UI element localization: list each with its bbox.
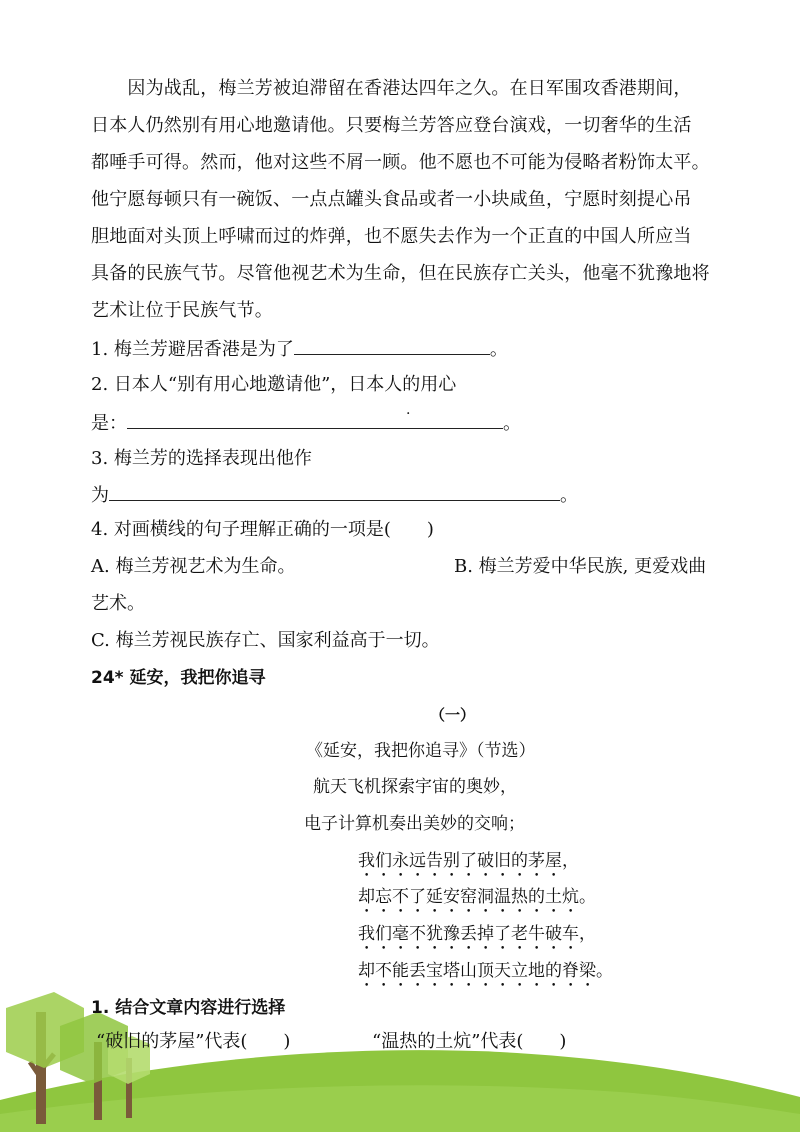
question-3: 3. 梅兰芳的选择表现出他作 xyxy=(91,448,312,469)
question-1-end: 。 xyxy=(489,339,508,360)
question-2-end: 。 xyxy=(503,413,521,434)
answer-blank-2[interactable] xyxy=(127,410,503,429)
passage-line: 具备的民族气节。尽管他视艺术为生命，但在民族存亡关头，他毫不犹豫地将 xyxy=(91,263,710,284)
passage-line: 因为战乱，梅兰芳被迫滞留在香港达四年之久。在日军围攻香港期间， xyxy=(91,78,692,99)
poem-line: 却忘不了延安窑洞温热的土炕。 xyxy=(358,887,596,907)
answer-blank-1[interactable] xyxy=(294,336,490,355)
passage-line: 他宁愿每顿只有一碗饭、一点点罐头食品或者一小块咸鱼，宁愿时刻提心吊 xyxy=(91,189,692,210)
question-3-end: 。 xyxy=(560,485,578,506)
question-2-prefix: 是： xyxy=(91,413,127,434)
poem-line: 航天飞机探索宇宙的奥妙， xyxy=(313,777,517,797)
question-2: 2. 日本人“别有用心地邀请他”，日本人的用心 xyxy=(91,374,457,395)
option-a[interactable]: A. 梅兰芳视艺术为生命。 xyxy=(91,556,296,577)
blank-mark: . xyxy=(406,402,411,418)
passage-line: 日本人仍然别有用心地邀请他。只要梅兰芳答应登台演戏，一切奢华的生活 xyxy=(91,115,692,136)
poem-line: 电子计算机奏出美妙的交响； xyxy=(304,814,525,834)
question-1 xyxy=(91,336,508,362)
poem-line: 我们毫不犹豫丢掉了老牛破车， xyxy=(358,924,596,944)
question-2-answer-line xyxy=(91,410,521,436)
exercise-item-a[interactable]: “破旧的茅屋”代表( ) xyxy=(96,1031,291,1052)
option-c[interactable]: C. 梅兰芳视民族存亡、国家利益高于一切。 xyxy=(91,630,440,651)
question-4: 4. 对画横线的句子理解正确的一项是( ) xyxy=(91,519,434,540)
exercise-item-b[interactable]: “温热的土炕”代表( ) xyxy=(372,1031,567,1052)
option-b-continued: 艺术。 xyxy=(91,593,145,614)
exercise-title: 1. 结合文章内容进行选择 xyxy=(91,998,286,1018)
poem-line: 我们永远告别了破旧的茅屋， xyxy=(358,851,579,871)
question-3-answer-line xyxy=(91,482,578,508)
option-b[interactable]: B. 梅兰芳爱中华民族, 更爱戏曲 xyxy=(454,556,707,577)
answer-blank-3[interactable] xyxy=(109,482,560,501)
question-3-prefix: 为 xyxy=(91,485,109,506)
poem-line: 却不能丢宝塔山顶天立地的脊梁。 xyxy=(358,961,613,981)
passage-line: 胆地面对头顶上呼啸而过的炸弹，也不愿失去作为一个正直的中国人所应当 xyxy=(91,226,692,247)
passage-line: 都唾手可得。然而，他对这些不屑一顾。他不愿也不可能为侵略者粉饰太平。 xyxy=(91,152,710,173)
question-1-text: 1. 梅兰芳避居香港是为了 xyxy=(91,339,294,360)
poem-title: 《延安，我把你追寻》（节选） xyxy=(306,741,536,761)
section-title: 24* 延安，我把你追寻 xyxy=(91,668,266,688)
passage-line: 艺术让位于民族气节。 xyxy=(91,300,273,321)
part-label: （一） xyxy=(430,706,476,724)
